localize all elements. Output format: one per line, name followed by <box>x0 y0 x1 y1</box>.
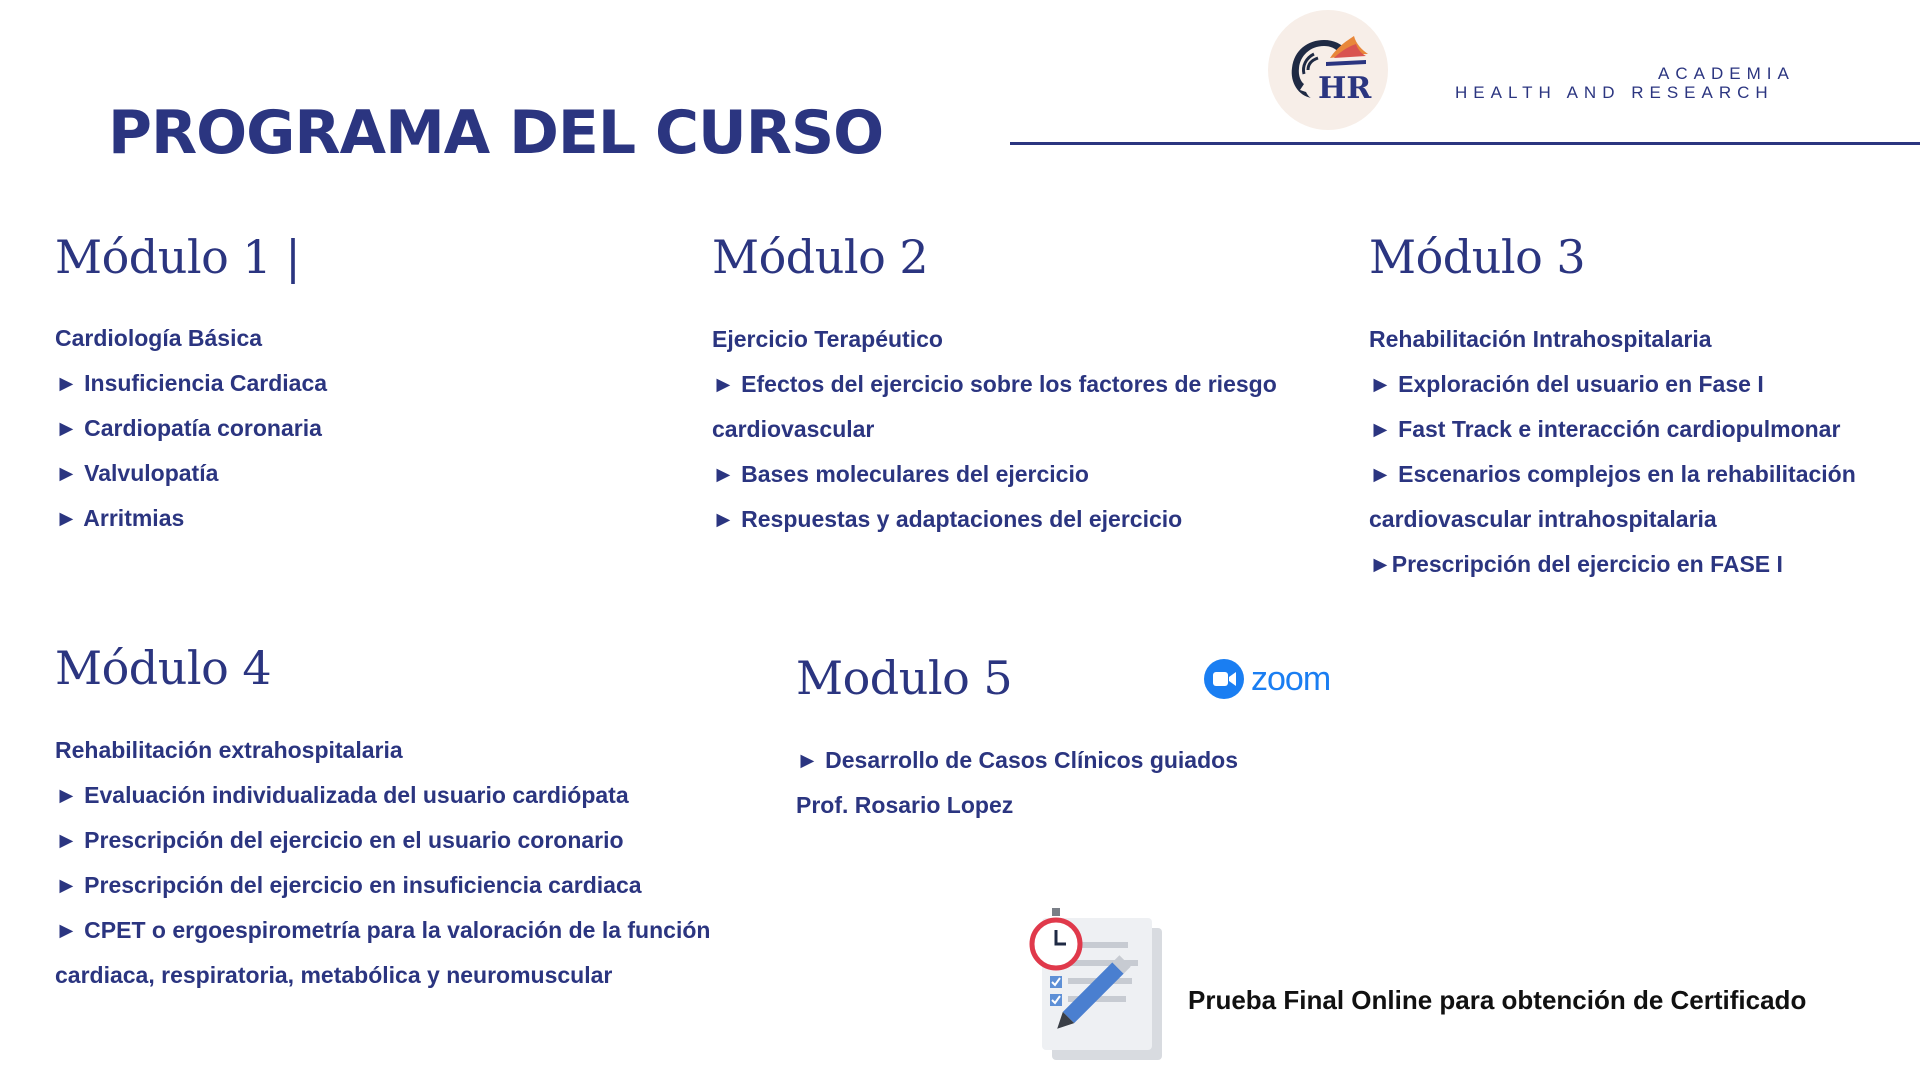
module-2-subtitle: Ejercicio Terapéutico <box>712 326 943 352</box>
header-divider <box>1010 142 1920 145</box>
module-4-item: cardiaca, respiratoria, metabólica y neuromuscular <box>55 962 613 988</box>
module-2-heading: Módulo 2 <box>712 230 929 284</box>
head-book-logo-icon <box>1268 10 1388 130</box>
academy-logo <box>1268 10 1388 130</box>
module-4-item: ► CPET o ergoespirometría para la valoración de la función <box>55 917 711 943</box>
module-2-item: ► Respuestas y adaptaciones del ejercicio <box>712 506 1183 532</box>
module-3-item: ► Fast Track e interacción cardiopulmonar <box>1369 416 1841 442</box>
module-3-heading: Módulo 3 <box>1369 230 1586 284</box>
module-3-item: cardiovascular intrahospitalaria <box>1369 506 1717 532</box>
module-3-item: ► Escenarios complejos en la rehabilitación <box>1369 461 1856 487</box>
brand-name-line2: HEALTH AND RESEARCH <box>1455 83 1774 102</box>
module-5-heading: Modulo 5 <box>796 651 1013 705</box>
module-3-subtitle: Rehabilitación Intrahospitalaria <box>1369 326 1712 352</box>
module-1-item: ► Valvulopatía <box>55 460 219 486</box>
module-3-item: ►Prescripción del ejercicio en FASE I <box>1369 551 1783 577</box>
module-1-item: ► Insuficiencia Cardiaca <box>55 370 328 396</box>
module-4-item: ► Prescripción del ejercicio en insuficiencia cardiaca <box>55 872 642 898</box>
checklist-timer-icon <box>1020 908 1180 1068</box>
module-4-item: ► Prescripción del ejercicio en el usuario coronario <box>55 827 624 853</box>
page-title: PROGRAMA DEL CURSO <box>108 98 884 168</box>
brand-name-line1: ACADEMIA <box>1658 64 1795 83</box>
module-5-instructor: Prof. Rosario Lopez <box>796 792 1014 818</box>
module-3-item: ► Exploración del usuario en Fase I <box>1369 371 1764 397</box>
module-1-content <box>55 316 327 541</box>
module-1-item: ► Arritmias <box>55 505 185 531</box>
module-2-item: ► Bases moleculares del ejercicio <box>712 461 1089 487</box>
zoom-logo-text: zoom <box>1251 660 1331 698</box>
final-exam-text: Prueba Final Online para obtención de Certificado <box>1188 985 1807 1015</box>
module-5-item: ► Desarrollo de Casos Clínicos guiados <box>796 747 1238 773</box>
module-5-content <box>796 738 1238 828</box>
module-4-subtitle: Rehabilitación extrahospitalaria <box>55 737 403 763</box>
module-4-heading: Módulo 4 <box>55 641 272 695</box>
module-1-item: ► Cardiopatía coronaria <box>55 415 322 441</box>
module-4-item: ► Evaluación individualizada del usuario cardiópata <box>55 782 629 808</box>
module-1-subtitle: Cardiología Básica <box>55 325 263 351</box>
module-2-content <box>712 317 1277 542</box>
module-2-item: ► Efectos del ejercicio sobre los factores de riesgo <box>712 371 1277 397</box>
module-2-item: cardiovascular <box>712 416 875 442</box>
module-1-heading: Módulo 1 | <box>55 230 301 284</box>
logo-letters: HR <box>1318 71 1372 106</box>
module-4-content <box>55 728 710 998</box>
module-3-content <box>1369 317 1856 587</box>
video-camera-icon <box>1204 659 1244 699</box>
